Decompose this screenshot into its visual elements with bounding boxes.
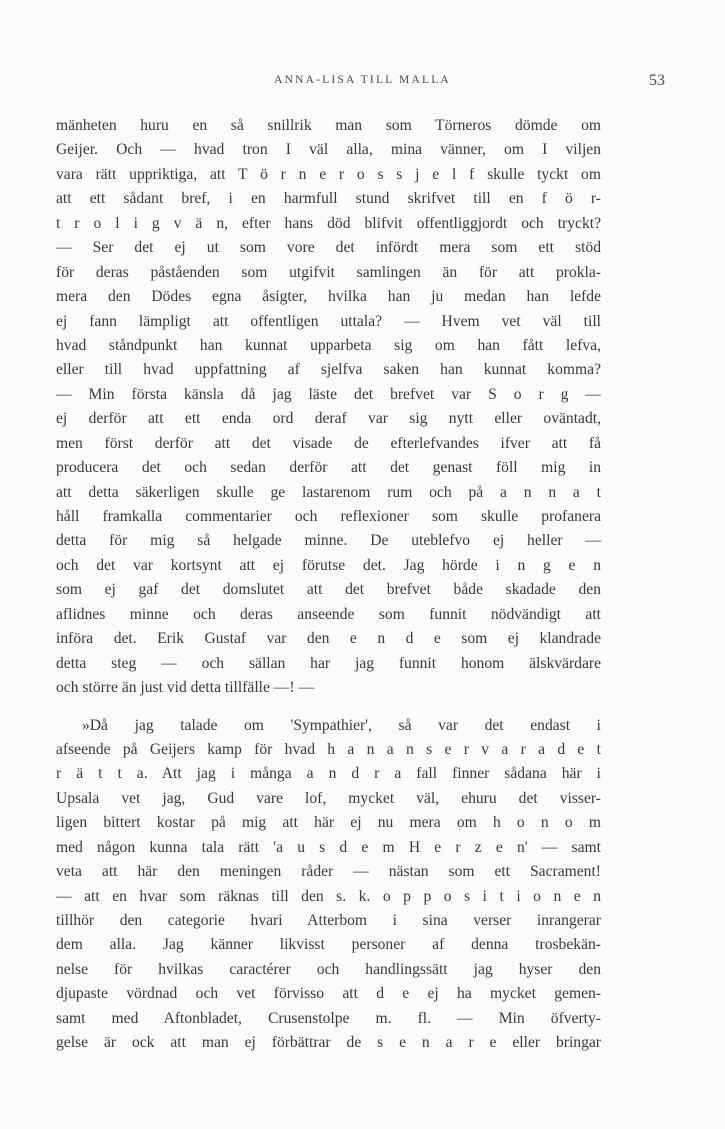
text-line: hvad ståndpunkt han kunnat upparbeta sig om han fått lefva,	[56, 336, 601, 354]
text-line: — att en hvar som räknas till den s. k. o p p o s i t i o n e n	[56, 887, 601, 905]
text-line: Upsala vet jag, Gud vare lof, mycket väl, ehuru det visser-	[56, 789, 601, 807]
paragraph-gap	[56, 701, 601, 714]
text-line: — Min första känsla då jag läste det brefvet var S o r g —	[56, 385, 601, 403]
text-line: t r o l i g v ä n, efter hans död blifvit offentliggjordt och tryckt?	[56, 214, 601, 232]
text-line: r ä t t a. Att jag i många a n d r a fall finner sådana här i	[56, 765, 601, 783]
text-line: men först derför att det visade de efterlefvandes ifver att få	[56, 434, 601, 452]
text-line: vara rätt uppriktiga, att T ö r n e r o s s j e l f skulle tyckt om	[56, 165, 601, 183]
text-line: mera den Dödes egna åsigter, hvilka han ju medan han lefde	[56, 288, 601, 306]
running-title: ANNA-LISA TILL MALLA	[274, 74, 451, 86]
text-line: ej fann lämpligt att offentligen uttala? — Hvem vet väl till	[56, 312, 601, 330]
text-line: producera det och sedan derför att det genast föll mig in	[56, 459, 601, 477]
text-line: mänheten huru en så snillrik man som Törneros dömde om	[56, 117, 601, 134]
text-line: detta för mig så helgade minne. De uteblefvo ej heller —	[56, 532, 601, 550]
running-header	[0, 74, 725, 96]
paragraph-1	[56, 114, 601, 701]
text-line: och det var kortsynt att ej förutse det. Jag hörde i n g e n	[56, 556, 601, 574]
text-line: nelse för hvilkas caractérer och handlingssätt jag hyser den	[56, 960, 601, 978]
text-line: detta steg — och sällan har jag funnit honom älskvärdare	[56, 654, 601, 672]
text-line: afseende på Geijers kamp för hvad h a n a n s e r v a r a d e t	[56, 740, 601, 758]
text-line: och större än just vid detta tillfälle —! —	[56, 679, 315, 697]
text-line: att ett sådant bref, i en harmfull stund skrifvet till en f ö r-	[56, 190, 601, 208]
text-line: införa det. Erik Gustaf var den e n d e som ej klandrade	[56, 630, 601, 648]
text-line: djupaste vördnad och vet förvisso att d e ej ha mycket gemen-	[56, 985, 601, 1003]
text-line: tillhör den categorie hvari Atterbom i sina verser inrangerar	[56, 912, 601, 929]
body-text	[56, 114, 601, 1056]
text-line: med någon kunna tala rätt 'a u s d e m H e r z e n' — samt	[56, 838, 601, 856]
text-line: Geijer. Och — hvad tron I väl alla, mina vänner, om I viljen	[56, 141, 601, 159]
text-line: att detta säkerligen skulle ge lastarenom rum och på a n n a t	[56, 483, 601, 501]
text-line: håll framkalla commentarier och reflexioner som skulle profanera	[56, 508, 601, 525]
text-line: aflidnes minne och deras anseende som funnit nödvändigt att	[56, 605, 601, 623]
text-line: »Då jag talade om 'Sympathier', så var det endast i	[82, 716, 601, 734]
text-line: samt med Aftonbladet, Crusenstolpe m. fl. — Min öfverty-	[56, 1009, 601, 1027]
text-line: för deras påståenden som utgifvit samlingen än för att prokla-	[56, 263, 601, 281]
page-number: 53	[649, 72, 665, 89]
text-line: veta att här den meningen råder — nästan som ett Sacrament!	[56, 863, 601, 881]
text-line: eller till hvad uppfattning af sjelfva saken han kunnat komma?	[56, 361, 601, 379]
text-line: dem alla. Jag känner likvisst personer af denna trosbekän-	[56, 936, 601, 954]
text-line: som ej gaf det domslutet att det brefvet både skadade den	[56, 581, 601, 599]
text-line: ligen bittert kostar på mig att här ej nu mera om h o n o m	[56, 814, 601, 832]
paragraph-2	[56, 714, 601, 1056]
text-line: ej derför att ett enda ord deraf var sig nytt eller oväntadt,	[56, 410, 601, 428]
text-line: — Ser det ej ut som vore det infördt mera som ett stöd	[56, 239, 601, 257]
text-line: gelse är ock att man ej förbättrar de s e n a r e eller bringar	[56, 1034, 601, 1052]
